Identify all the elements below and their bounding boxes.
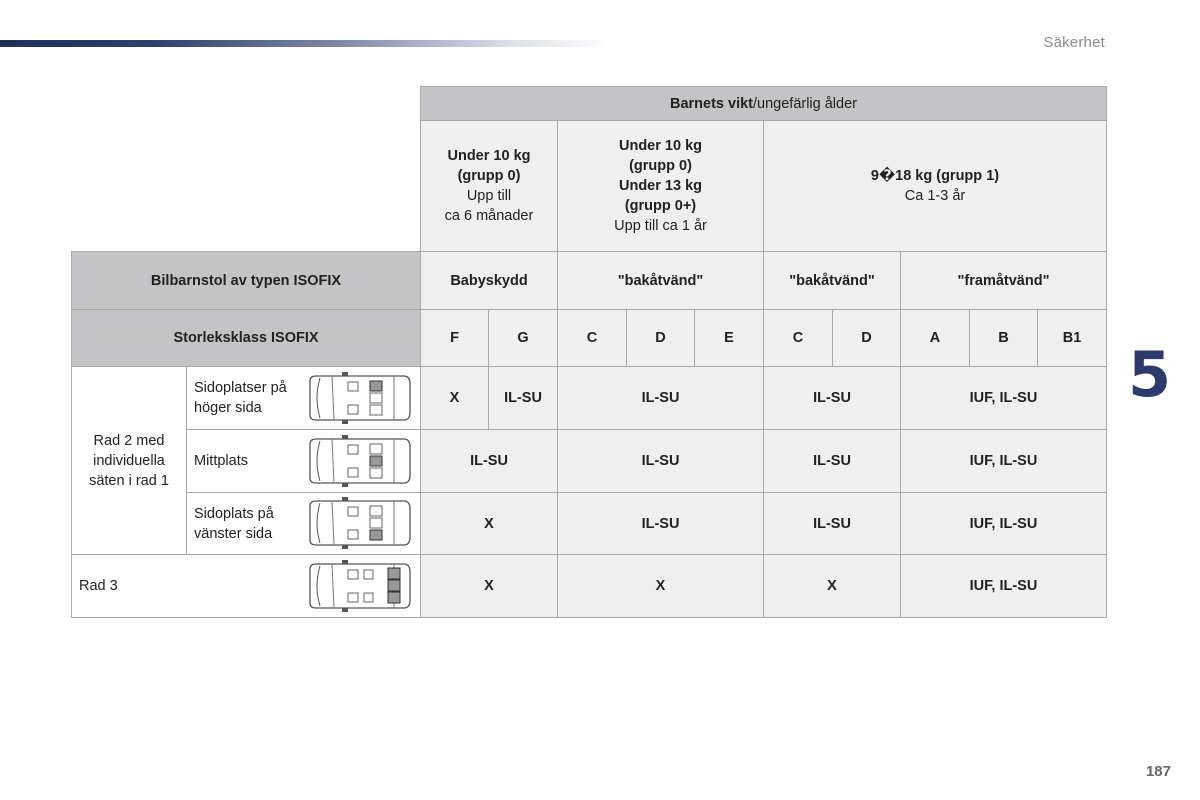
group-1-class2: (grupp 0+) [624,198,697,214]
group-2-age: Ca 1-3 år [904,188,966,204]
size-class-8: B [969,309,1038,367]
weight-header-normal: /ungefärlig ålder [753,95,857,112]
cell-r1-c1: IL-SU [420,429,558,493]
group-0-age-line2: ca 6 månader [444,208,534,224]
isofix-type-2: "bakåtvänd" [763,251,901,310]
row2-label-line1: Rad 2 med [93,432,165,449]
row2-label-line3: säten i rad 1 [89,472,169,489]
row2-label-line2: individuella [93,452,165,469]
group-1 [763,120,1107,252]
cell-r1-c3: IL-SU [557,429,764,493]
cell-r0-c3: IL-SU [557,366,764,430]
row2-label [71,366,187,555]
group-0-age-line1: Upp till [466,188,512,204]
group-0-class: (grupp 0) [457,168,521,184]
group-1-weight1: Under 10 kg [619,138,702,154]
position-right-line2: höger sida [194,400,262,416]
isofix-type-0: Babyskydd [420,251,558,310]
cell-r3-c4: X [763,554,901,618]
size-class-1: G [488,309,558,367]
cell-r3-c1: X [420,554,558,618]
group-1-age: Upp till ca 1 år [614,218,707,234]
car-diagram-right-icon [306,372,414,424]
cell-r0-c2: IL-SU [488,366,558,430]
size-class-5: C [763,309,833,367]
isofix-type-label: Bilbarnstol av typen ISOFIX [71,251,421,310]
size-class-label: Storleksklass ISOFIX [71,309,421,367]
cell-r0-c4: IL-SU [763,366,901,430]
position-left-line1: Sidoplats på [194,505,274,522]
weight-header [420,86,1107,121]
isofix-type-3: "framåtvänd" [900,251,1107,310]
cell-r2-c5: IUF, IL-SU [900,492,1107,555]
cell-r3-c5: IUF, IL-SU [900,554,1107,618]
size-class-9: B1 [1037,309,1107,367]
page-number: 187 [1145,763,1171,780]
car-diagram-middle-icon [306,435,414,487]
car-diagram-left-icon [306,497,414,549]
group-0-weight: Under 10 kg [447,148,531,164]
position-middle-label: Mittplats [194,453,248,469]
size-class-3: D [626,309,695,367]
cell-r2-c3: IL-SU [557,492,764,555]
cell-r2-c4: IL-SU [763,492,901,555]
size-class-7: A [900,309,970,367]
cell-r1-c5: IUF, IL-SU [900,429,1107,493]
cell-r2-c1: X [420,492,558,555]
position-right-line1: Sidoplatser på [194,380,287,396]
group-1-class1: (grupp 0) [629,158,692,174]
cell-r0-c5: IUF, IL-SU [900,366,1107,430]
position-row3-label: Rad 3 [79,578,118,594]
group-0 [420,120,558,252]
cell-r3-c3: X [557,554,764,618]
isofix-type-1: "bakåtvänd" [557,251,764,310]
group-2-weight: 9�18 kg (grupp 1) [870,168,1000,184]
size-class-6: D [832,309,901,367]
cell-r1-c4: IL-SU [763,429,901,493]
chapter-number: 5 [1128,338,1172,411]
cell-r0-c1: X [420,366,489,430]
group-0plus [557,120,764,252]
size-class-0: F [420,309,489,367]
size-class-2: C [557,309,627,367]
car-diagram-row3-icon [306,560,414,612]
size-class-4: E [694,309,764,367]
position-left-line2: vänster sida [194,525,273,542]
section-title: Säkerhet [1043,34,1105,51]
group-1-weight2: Under 13 kg [619,178,702,194]
header-decor-bar [0,40,610,47]
weight-header-bold: Barnets vikt [669,95,753,112]
